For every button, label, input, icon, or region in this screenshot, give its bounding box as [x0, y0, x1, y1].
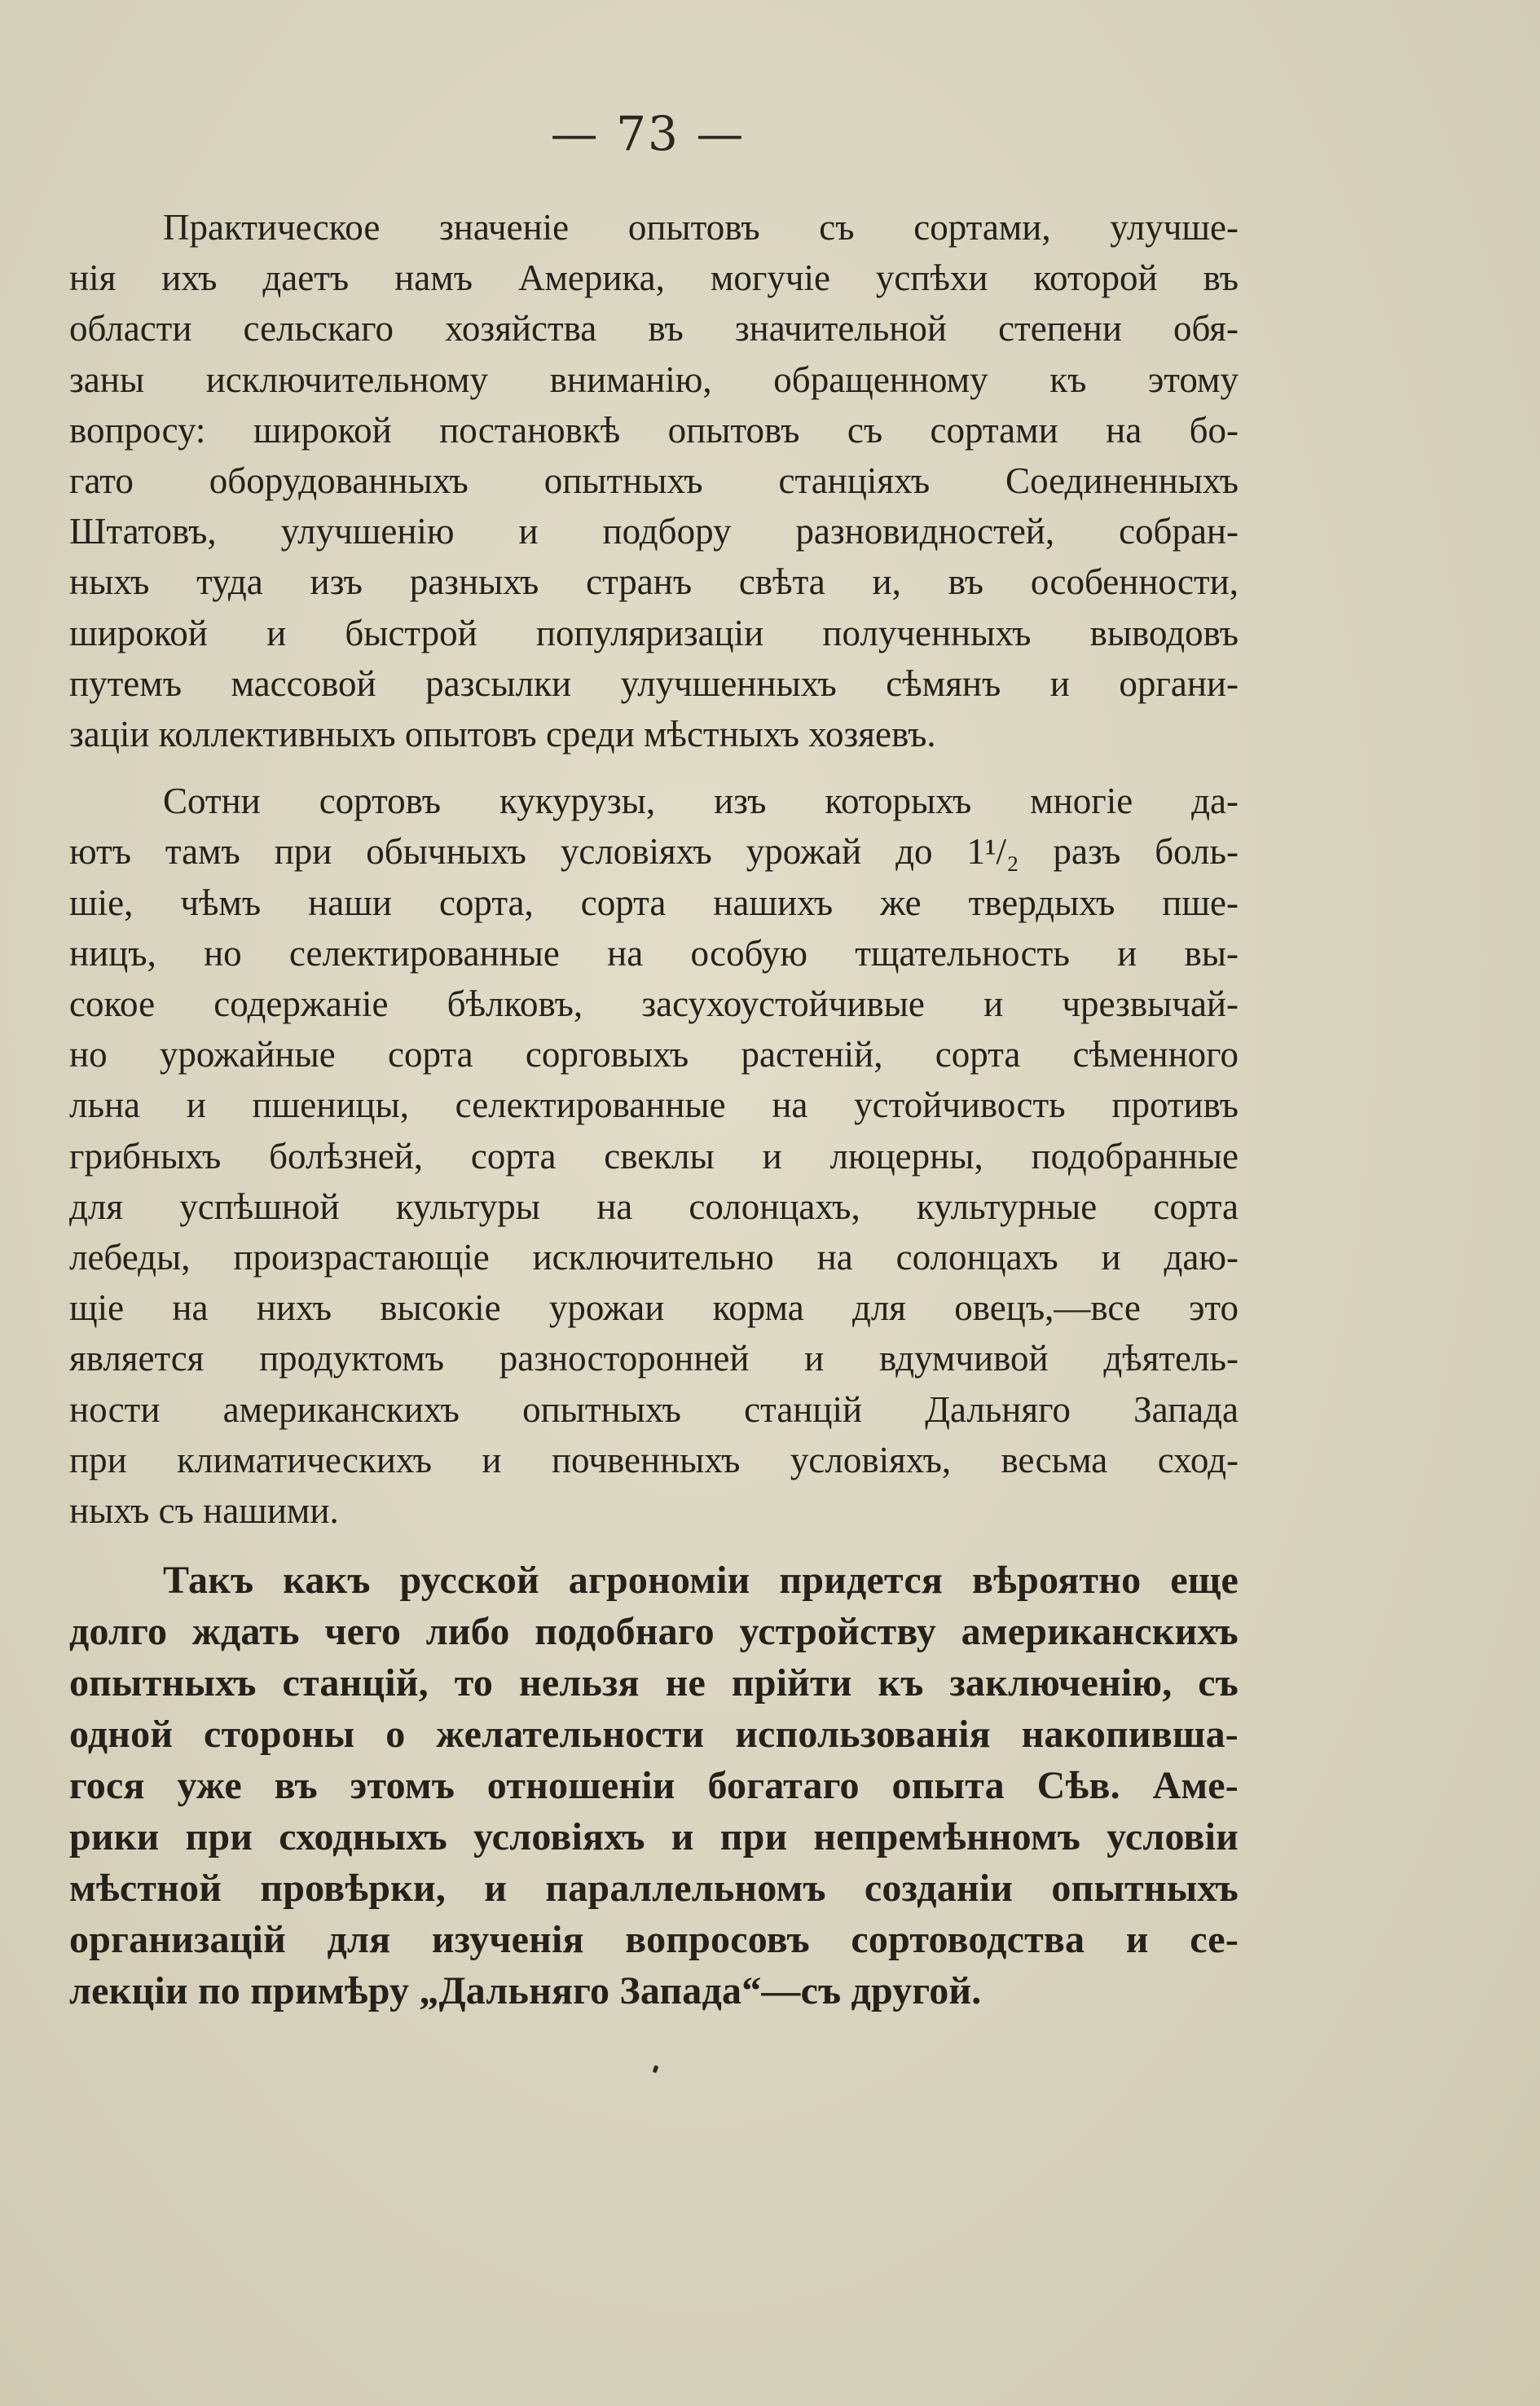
- text-line: ницъ, но селектированные на особую тщательность и вы-: [69, 932, 1239, 974]
- paragraph-1: [69, 202, 1239, 759]
- text-line: шіе, чѣмъ наши сорта, сорта нашихъ же твердыхъ пше-: [69, 882, 1239, 923]
- text-line: организацій для изученія вопросовъ сортоводства и се-: [69, 1917, 1239, 1961]
- text-line: долго ждать чего либо подобнаго устройству американскихъ: [69, 1610, 1239, 1654]
- text-line: лебеды, произрастающіе исключительно на солонцахъ и даю-: [69, 1237, 1239, 1278]
- text-line: ныхъ туда изъ разныхъ странъ свѣта и, въ особенности,: [69, 561, 1239, 603]
- text-line: Штатовъ, улучшенію и подбору разновидностей, собран-: [69, 511, 1239, 552]
- text-line: грибныхъ болѣзней, сорта свеклы и люцерны, подобранные: [69, 1135, 1239, 1177]
- text-line: при климатическихъ и почвенныхъ условіяхъ, весьма сход-: [69, 1439, 1239, 1480]
- text-line: заціи коллективныхъ опытовъ среди мѣстныхъ хозяевъ.: [69, 714, 936, 755]
- text-line: широкой и быстрой популяризаціи полученныхъ выводовъ: [69, 612, 1239, 653]
- text-line: гато оборудованныхъ опытныхъ станціяхъ Соединенныхъ: [69, 460, 1239, 502]
- paragraph-3: [69, 1555, 1239, 2017]
- page-number: — 73 —: [550, 106, 746, 161]
- text-line: щіе на нихъ высокіе урожаи корма для овецъ,—все это: [69, 1287, 1239, 1329]
- text-line: лекціи по примѣру „Дальняго Запада“—съ другой.: [69, 1968, 982, 2012]
- text-line: но урожайные сорта сорговыхъ растеній, сорта сѣменного: [69, 1034, 1239, 1075]
- text-line: вопросу: широкой постановкѣ опытовъ съ сортами на бо-: [69, 409, 1239, 451]
- ink-speck: [653, 2065, 659, 2073]
- text-line: ныхъ съ нашими.: [69, 1490, 339, 1532]
- paragraph-2: [69, 776, 1239, 1536]
- text-line: мѣстной провѣрки, и параллельномъ созданіи опытныхъ: [69, 1866, 1239, 1910]
- text-line: льна и пшеницы, селектированные на устойчивость противъ: [69, 1084, 1239, 1126]
- text-line: области сельскаго хозяйства въ значительной степени обя-: [69, 308, 1239, 350]
- text-line: рики при сходныхъ условіяхъ и при непремѣнномъ условіи: [69, 1814, 1239, 1858]
- text-line: Такъ какъ русской агрономіи придется вѣроятно еще: [163, 1559, 1239, 1603]
- text-line: сокое содержаніе бѣлковъ, засухоустойчивые и чрезвычай-: [69, 983, 1239, 1025]
- text-line: ютъ тамъ при обычныхъ условіяхъ урожай до 1¹/₂ разъ боль-: [69, 831, 1239, 873]
- text-line: ности американскихъ опытныхъ станцій Дальняго Запада: [69, 1388, 1239, 1430]
- text-line: путемъ массовой разсылки улучшенныхъ сѣмянъ и органи-: [69, 662, 1239, 704]
- text-line: Сотни сортовъ кукурузы, изъ которыхъ многіе да-: [163, 781, 1239, 822]
- text-line: является продуктомъ разносторонней и вдумчивой дѣятель-: [69, 1338, 1239, 1379]
- text-line: для успѣшной культуры на солонцахъ, культурные сорта: [69, 1185, 1239, 1227]
- text-line: заны исключительному вниманію, обращенному къ этому: [69, 358, 1239, 400]
- text-line: гося уже въ этомъ отношеніи богатаго опыта Сѣв. Аме-: [69, 1763, 1239, 1807]
- text-line: нія ихъ даетъ намъ Америка, могучіе успѣхи которой въ: [69, 257, 1239, 299]
- text-line: опытныхъ станцій, то нельзя не прійти къ заключенію, съ: [69, 1661, 1239, 1705]
- body-text: [69, 202, 1239, 2017]
- text-line: Практическое значеніе опытовъ съ сортами, улучше-: [163, 207, 1239, 248]
- text-line: одной стороны о желательности использованія накопивша-: [69, 1713, 1239, 1756]
